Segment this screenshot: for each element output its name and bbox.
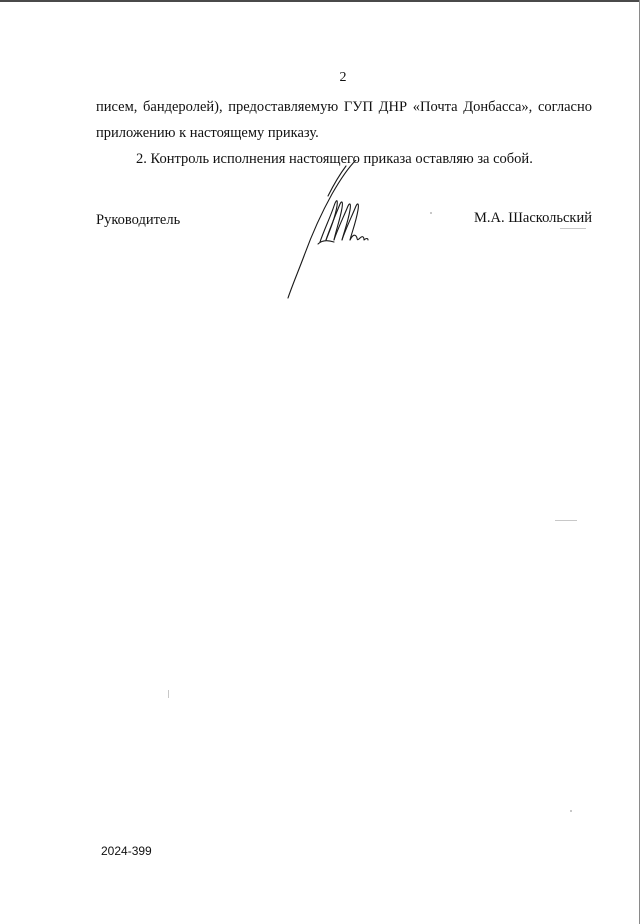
signer-name: М.А. Шаскольский: [474, 210, 592, 226]
handwritten-signature: [282, 160, 382, 305]
scan-speck: [570, 810, 572, 812]
paragraph-1-line-2: приложению к настоящему приказу.: [96, 125, 319, 141]
signer-title: Руководитель: [96, 212, 181, 228]
scan-speck: [560, 228, 586, 229]
page-number: 2: [339, 70, 347, 85]
document-code: 2024-399: [101, 844, 152, 858]
scan-speck: [555, 520, 577, 521]
scan-top-edge: [0, 0, 640, 2]
scan-speck: [168, 690, 169, 698]
paragraph-1: [96, 94, 592, 146]
paragraph-2: 2. Контроль исполнения настоящего приказа оставляю за собой.: [136, 151, 533, 167]
scan-speck: [430, 212, 432, 214]
paragraph-1-line-1: писем, бандеролей), предоставляемую ГУП ДНР «Почта Донбасса», согласно: [96, 99, 592, 115]
